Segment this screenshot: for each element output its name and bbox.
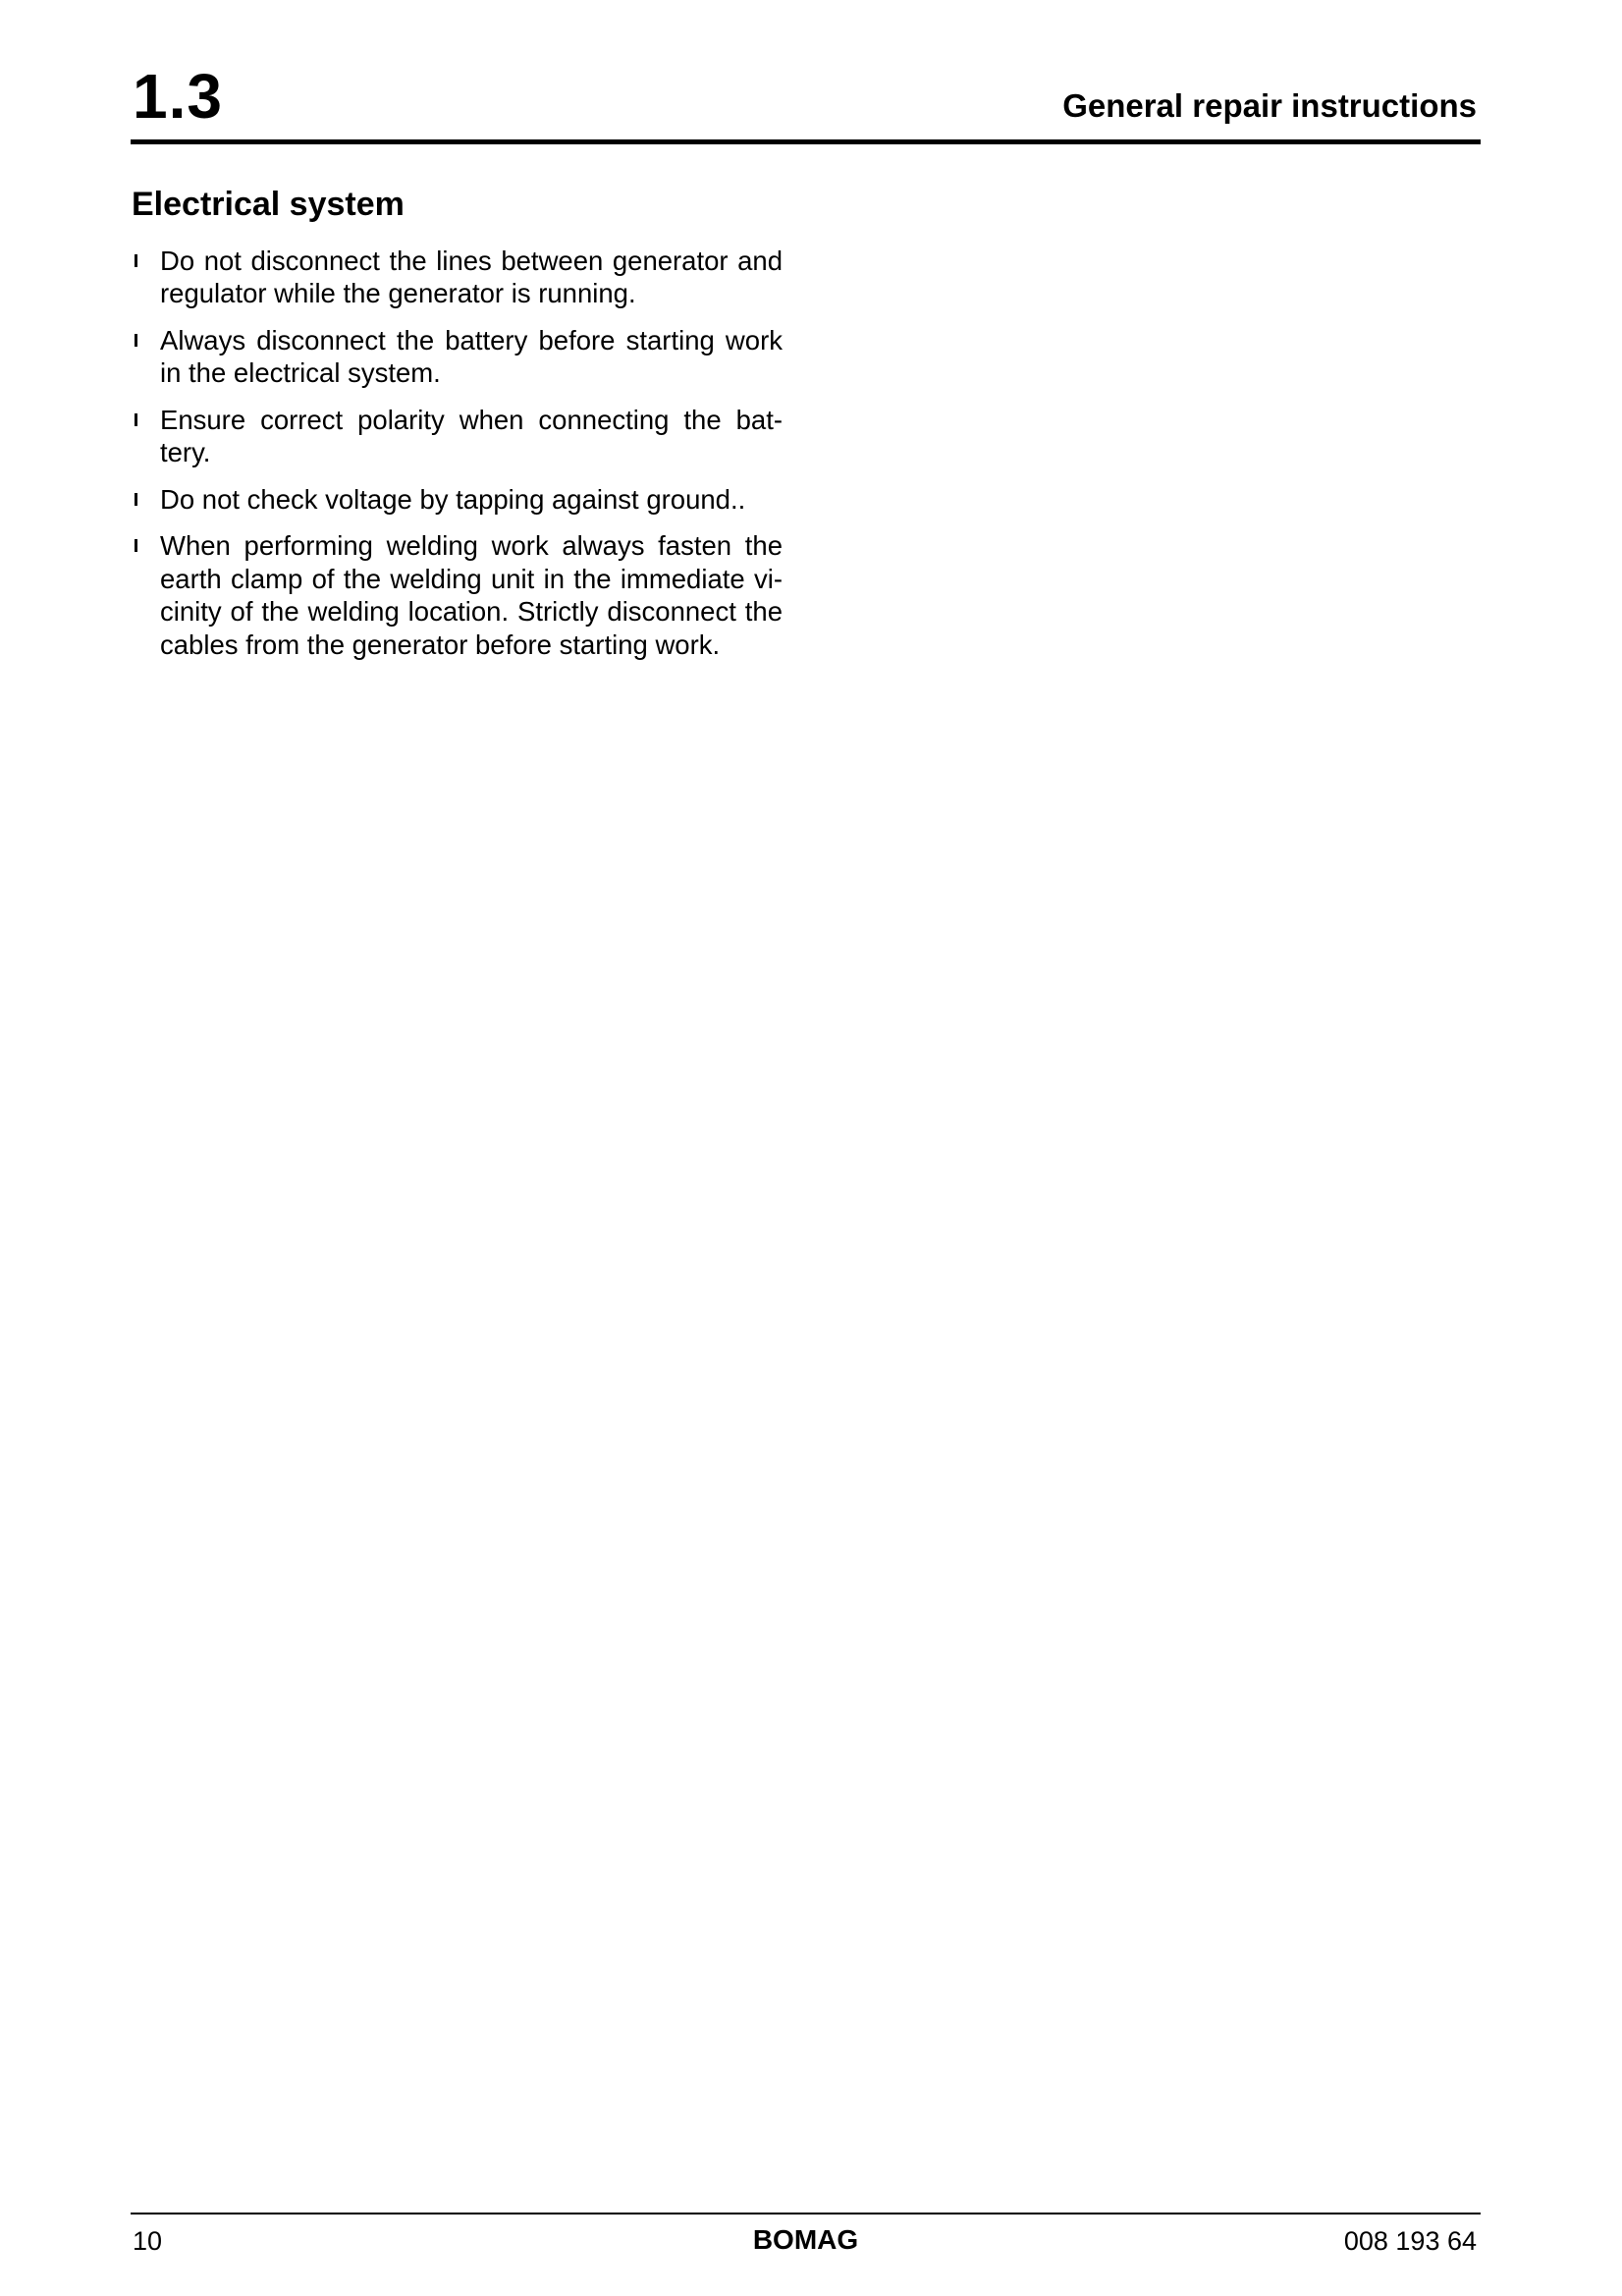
bullet-marker-icon [135,334,137,347]
instruction-list [132,245,783,662]
list-item [132,324,783,390]
bullet-marker-icon [135,254,137,267]
page-header [131,61,1481,144]
section-heading: Electrical system [132,186,405,223]
page-number: 10 [133,2226,163,2256]
list-item-text: Ensure correct polarity when connecting the bat-tery. [160,404,783,468]
list-item [132,529,783,661]
list-item-text: Do not disconnect the lines between generator and regulator while the generator is running. [160,245,783,309]
chapter-title: General repair instructions [1062,87,1477,124]
list-item [132,483,783,517]
bullet-marker-icon [135,413,137,426]
main-content [132,185,783,675]
page-footer [131,2213,1481,2264]
list-item-text: Always disconnect the battery before starting work in the electrical system. [160,324,783,389]
list-item [132,245,783,310]
list-item [132,404,783,469]
bullet-marker-icon [135,493,137,506]
brand-name: BOMAG [752,2224,859,2255]
document-number: 008 193 64 [1343,2226,1477,2256]
section-number: 1.3 [133,61,223,132]
list-item-text: When performing welding work always fasten the earth clamp of the welding unit in the immediate vi-cinity of the welding location. Strictly disconnect the cables from the generator before starting work. [160,530,783,660]
bullet-marker-icon [135,539,137,552]
list-item-text: Do not check voltage by tapping against ground.. [160,483,746,515]
